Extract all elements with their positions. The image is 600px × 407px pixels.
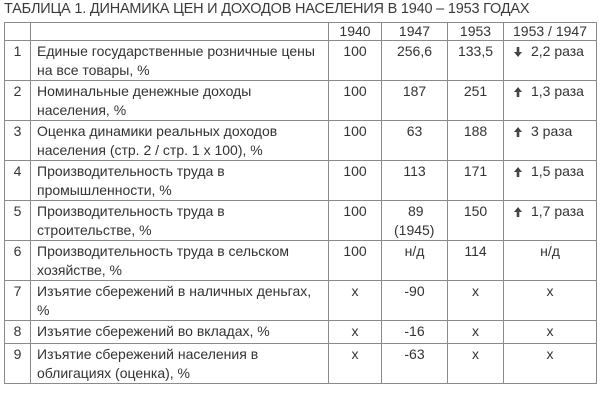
table-row [5, 81, 597, 121]
ratio-text: 1,3 раза [531, 83, 584, 99]
row-number: 2 [5, 81, 31, 121]
arrow-up-icon [514, 87, 522, 97]
ratio-text: х [546, 323, 554, 339]
value-1940: х [329, 321, 382, 344]
value-1947 [382, 81, 448, 121]
value-1953: 188 [448, 121, 504, 161]
value-1953: х [448, 344, 504, 384]
value-1953: 133,5 [448, 41, 504, 81]
value-1953: 251 [448, 81, 504, 121]
value-ratio [504, 344, 597, 384]
row-number: 5 [5, 201, 31, 241]
value-1947-main: -16 [404, 323, 425, 339]
header-num [5, 23, 31, 41]
header-label [31, 23, 329, 41]
value-1947 [382, 201, 448, 241]
value-1953: х [448, 321, 504, 344]
row-label: Производительность труда в промышленности, % [31, 161, 329, 201]
arrow-up-icon [514, 207, 522, 217]
value-1947-note: (1945) [394, 222, 435, 238]
ratio-text: х [546, 283, 554, 299]
value-1953: х [448, 281, 504, 321]
table-row [5, 321, 597, 344]
table-row [5, 201, 597, 241]
value-1947-main: -90 [404, 283, 425, 299]
value-1940: х [329, 344, 382, 384]
value-1940: 100 [329, 41, 382, 81]
data-table [4, 22, 597, 384]
arrow-down-icon [514, 47, 522, 57]
value-1947-main: 113 [403, 163, 426, 179]
header-ratio: 1953 / 1947 [504, 23, 597, 41]
value-ratio [504, 41, 597, 81]
row-label: Единые государственные розничные цены на все товары, % [31, 41, 329, 81]
table-row [5, 161, 597, 201]
header-1947: 1947 [382, 23, 448, 41]
row-number: 7 [5, 281, 31, 321]
table-row [5, 281, 597, 321]
value-ratio [504, 201, 597, 241]
value-1947 [382, 281, 448, 321]
value-1947-main: 256,6 [396, 43, 433, 59]
value-1940: 100 [329, 121, 382, 161]
value-1947 [382, 241, 448, 281]
row-number: 9 [5, 344, 31, 384]
row-number: 6 [5, 241, 31, 281]
row-label: Оценка динамики реальных доходов населения (стр. 2 / стр. 1 х 100), % [31, 121, 329, 161]
value-1947 [382, 121, 448, 161]
table-row [5, 344, 597, 384]
ratio-text: х [546, 346, 554, 362]
value-1953: 171 [448, 161, 504, 201]
row-label: Изъятие сбережений во вкладах, % [31, 321, 329, 344]
value-1940: 100 [329, 201, 382, 241]
row-label: Изъятие сбережений в наличных деньгах, % [31, 281, 329, 321]
row-number: 4 [5, 161, 31, 201]
value-ratio [504, 161, 597, 201]
value-1940: 100 [329, 161, 382, 201]
value-1953: 114 [448, 241, 504, 281]
value-1940: 100 [329, 81, 382, 121]
value-1947-main: н/д [404, 243, 425, 259]
value-ratio [504, 321, 597, 344]
table-title: ТАБЛИЦА 1. ДИНАМИКА ЦЕН И ДОХОДОВ НАСЕЛЕНИЯ В 1940 – 1953 ГОДАХ [4, 1, 530, 17]
value-1940: 100 [329, 241, 382, 281]
table-row [5, 121, 597, 161]
value-1940: х [329, 281, 382, 321]
value-1947 [382, 161, 448, 201]
header-row [5, 23, 597, 41]
value-ratio [504, 121, 597, 161]
value-1947-main: 187 [402, 83, 427, 99]
value-ratio [504, 241, 597, 281]
ratio-text: 1,7 раза [531, 203, 584, 219]
table-row [5, 41, 597, 81]
value-1947-main: 63 [406, 123, 423, 139]
value-1947 [382, 41, 448, 81]
row-number: 8 [5, 321, 31, 344]
value-1947-main: -63 [404, 346, 425, 362]
row-label: Изъятие сбережений населения в облигациях (оценка), % [31, 344, 329, 384]
ratio-text: 1,5 раза [531, 163, 584, 179]
row-label: Производительность труда в строительстве, % [31, 201, 329, 241]
value-ratio [504, 81, 597, 121]
header-1953: 1953 [448, 23, 504, 41]
arrow-up-icon [514, 167, 522, 177]
header-1940: 1940 [329, 23, 382, 41]
ratio-text: н/д [540, 243, 560, 259]
value-1947 [382, 344, 448, 384]
row-label: Производительность труда в сельском хозяйстве, % [31, 241, 329, 281]
value-ratio [504, 281, 597, 321]
row-label: Номинальные денежные доходы населения, % [31, 81, 329, 121]
value-1947-main: 89 [408, 203, 424, 219]
row-number: 3 [5, 121, 31, 161]
table-row [5, 241, 597, 281]
value-1947 [382, 321, 448, 344]
value-1953: 150 [448, 201, 504, 241]
ratio-text: 3 раза [531, 123, 573, 139]
row-number: 1 [5, 41, 31, 81]
arrow-up-icon [514, 127, 522, 137]
ratio-text: 2,2 раза [531, 43, 584, 59]
